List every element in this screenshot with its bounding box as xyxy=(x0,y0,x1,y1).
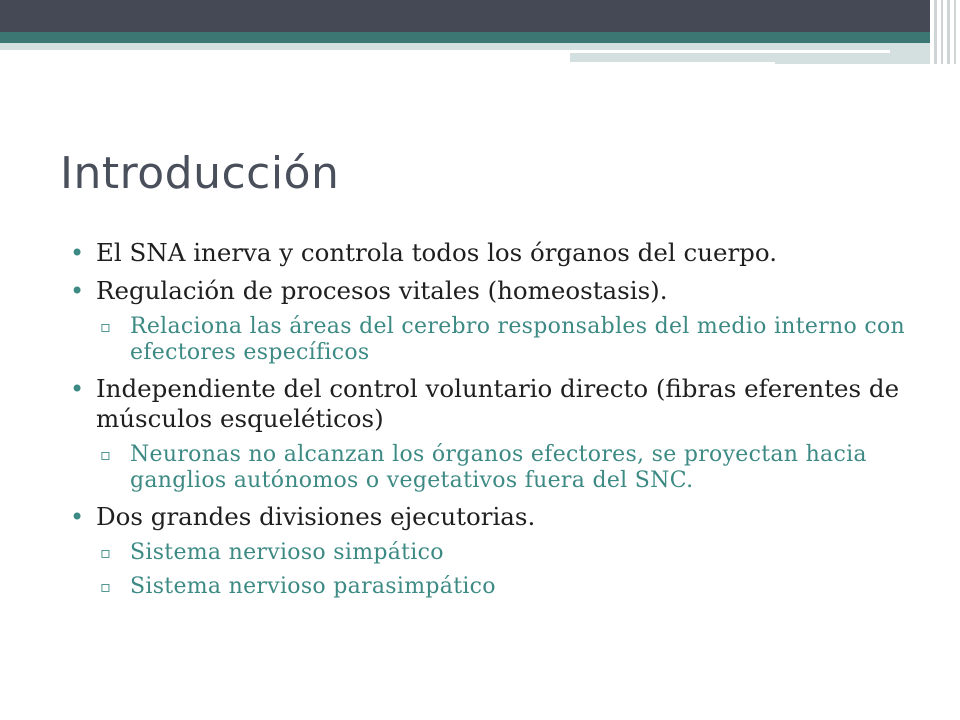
sub-bullet-item xyxy=(70,574,910,600)
sub-bullet-marker: ▫ xyxy=(100,445,112,464)
bullet-marker: • xyxy=(70,277,85,305)
sub-bullet-item xyxy=(70,314,910,366)
sub-bullet-marker: ▫ xyxy=(100,317,112,336)
bullet-text: El SNA inerva y controla todos los órganos del cuerpo. xyxy=(96,238,777,267)
bullet-marker: • xyxy=(70,503,85,531)
bullet-marker: • xyxy=(70,239,85,267)
header-band-teal xyxy=(0,32,930,43)
sub-bullet-text: Neuronas no alcanzan los órganos efectores, se proyectan hacia ganglios autónomos o vegetativos fuera del SNC. xyxy=(130,442,867,493)
bullet-item xyxy=(70,502,910,532)
header-line-short xyxy=(570,62,775,65)
header-band-light-right xyxy=(570,43,930,64)
bullet-marker: • xyxy=(70,375,85,403)
sub-bullet-text: Relaciona las áreas del cerebro responsables del medio interno con efectores específicos xyxy=(130,314,905,365)
header-band-light xyxy=(0,43,570,50)
sub-bullet-item xyxy=(70,540,910,566)
sub-bullet-marker: ▫ xyxy=(100,577,112,596)
sub-bullet-text: Sistema nervioso parasimpático xyxy=(130,574,496,599)
slide-title: Introducción xyxy=(60,148,340,199)
bullet-item xyxy=(70,374,910,434)
bullet-item xyxy=(70,276,910,306)
header-stripes xyxy=(930,0,960,64)
header-line xyxy=(570,50,890,53)
header-band-dark xyxy=(0,0,930,32)
sub-bullet-item xyxy=(70,442,910,494)
bullet-text: Regulación de procesos vitales (homeostasis). xyxy=(96,276,668,305)
sub-bullet-text: Sistema nervioso simpático xyxy=(130,540,444,565)
bullet-item xyxy=(70,238,910,268)
bullet-text: Independiente del control voluntario directo (fibras eferentes de músculos esqueléticos) xyxy=(96,374,900,433)
sub-bullet-marker: ▫ xyxy=(100,543,112,562)
slide-content xyxy=(70,238,910,608)
bullet-text: Dos grandes divisiones ejecutorias. xyxy=(96,502,536,531)
